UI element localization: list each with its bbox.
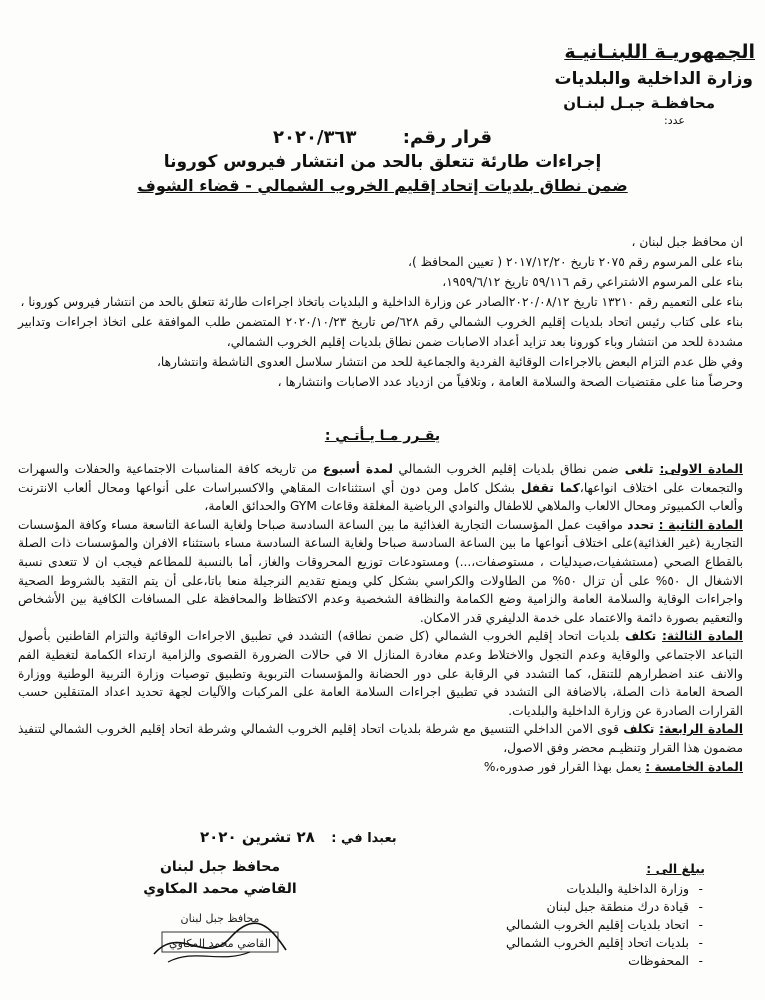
letterhead: [495, 38, 755, 128]
preamble-line: وفي ظل عدم التزام البعض بالاجراءات الوقائية الفردية والجماعية للحد من انتشار سلاسل العدوى الناشطة وانتشارها،: [156, 355, 743, 369]
date-value: ٢٨ تشرين ٢٠٢٠: [200, 828, 315, 846]
decision-title: [40, 126, 725, 198]
article-1: [18, 460, 743, 516]
preamble-line: بناء على المرسوم رقم ٢٠٧٥ تاريخ ٢٠١٧/١٢/٢٠ ( تعيين المحافظ )،: [408, 255, 743, 269]
article-text: تكلف: [625, 629, 663, 644]
distribution-item: - وزارة الداخلية والبلديات: [475, 880, 689, 898]
articles: [18, 460, 743, 776]
article-4: [18, 720, 743, 757]
issue-date: [200, 828, 397, 846]
date-label: بعبدا في :: [331, 831, 397, 846]
decision-subject: إجراءات طارئة تتعلق بالحد من انتشار فيروس كورونا: [163, 152, 602, 172]
stamp-line-2: القاضي محمد المكاوي: [168, 937, 272, 950]
decision-number-line: [40, 126, 725, 150]
distribution-item: - قيادة درك منطقة جبل لبنان: [475, 898, 689, 916]
article-text: بلديات اتحاد إقليم الخروب الشمالي (كل ضمن نطاقه) التشدد في تطبيق الاجراءات الوقائية والتزام القاطنين بأصول التباعد الاجتماعي والوقاية وعدم التجول والاختلاط وعدم مغادرة المنازل الا في حالات الضرورة القصوى والزامية ارتداء الكمامة لتغطية الفم والانف عند اضطرارهم للتنقل، كما التشدد في الرقابة على دور الحضانة والمؤسسات التربوية وتطبيق توصيات وزارة التربية الوطنية ووزارة الصحة العامة ذات الصلة، بالاضافة الى التشدد في تطبيق اجراءات السلامة العامة على المركبات والآليات لجهة تحديد اعداد المتنقلين حسب القرارات الصادرة عن وزارة الداخلية والبلديات.: [18, 629, 743, 718]
preamble: [18, 232, 743, 392]
distribution-item: - المحفوظات: [475, 952, 689, 970]
article-text: مواقيت عمل المؤسسات التجارية الغذائية ما بين الساعة السادسة صباحا ولغاية الساعة التاسعة مساء وكافة المؤسسات التجارية (غير الغذائية)على اختلاف أنواعها ما بين الساعة السادسة صباحا ولغاية الساعة السادسة مساء باستثناء الافران والمؤسسات ذات الصلة بالقطاع الصحي (مستشفيات،صيدليات ، مستوصفات،...) ومستودعات توزيع المحروقات والغاز، أما بالنسبة للمطاعم فيجب ان لا تتعدى نسبة الاشغال ال ٥٠% على أن تزال ٥٠% من الطاولات والكراسي بشكل كلي ويمنع تقديم النرجيلة منعا باتا،على أن يتم التقيد بالشروط الصحية واجراءات الوقاية والسلامة العامة والزامية وضع الكمامة والنظافة الشخصية وعدم الاكتظاظ والمحافظة على المسافات الكافية بين الأشخاص والتعقيم بصورة دائمة والاعتماد على خدمة الدليفري قدر الامكان.: [18, 517, 743, 625]
handwritten-signature-tail: [168, 952, 250, 962]
preamble-line: ان محافظ جبل لبنان ،: [631, 235, 743, 249]
article-label: المادة الثانية :: [658, 517, 743, 532]
article-2: [18, 516, 743, 628]
reference-label: عدد:: [664, 114, 685, 127]
article-label: المادة الثالثة:: [662, 629, 743, 644]
signer-name: القاضي محمد المكاوي: [143, 881, 297, 897]
distribution-list: [475, 860, 705, 970]
article-text: قوى الامن الداخلي التنسيق مع شرطة بلديات اتحاد إقليم الخروب الشمالي وشرطة اتحاد إقليم الخروب الشمالي لتنفيذ مضمون هذا القرار وتنظيـم محضر وفق الاصول،: [18, 722, 743, 755]
article-text: بشكل كامل ومن دون أي استثناءات المقاهي والاكسبراسات على أنواعها ومحال ألعاب الانترنت وألعاب الكمبيوتر ومحال الالعاب والملاهي للاطفال والنوادي الرياضية المغلقة وقاعات GYM والحدائق العامة،: [18, 480, 743, 514]
article-text: من تاريخه كافة المناسبات الاجتماعية والحفلات والسهرات والتجمعات على اختلاف انواعها،: [18, 462, 744, 495]
preamble-line: وحرصاً منا على مقتضيات الصحة والسلامة العامة ، وتلافياً من ازدياد عدد الاصابات وانتشارها ،: [277, 375, 743, 389]
preamble-line: بناء على كتاب رئيس اتحاد بلديات إقليم الخروب الشمالي رقم ٦٢٨/ص تاريخ ٢٠٢٠/١٠/٢٣ المتضمن طلب الموافقة على اتخاذ اجراءات وتدابير مشددة للحد من انتشار وباء كورونا بعد تزايد أعداد الاصابات ضمن نطاق بلديات إقليم الخروب الشمالي،: [18, 315, 743, 349]
stamp-line-1: محافظ جبل لبنان: [180, 912, 260, 925]
signature-stamp: [150, 904, 290, 968]
decision-number: ٢٠٢٠/٣٦٣: [272, 127, 357, 148]
article-text: لمدة أسبوع: [322, 462, 393, 476]
article-text: تحدد: [627, 517, 659, 532]
article-text: يعمل بهذا القرار فور صدوره،%: [483, 759, 646, 774]
signer-title: محافظ جبل لبنان: [159, 859, 281, 875]
decides-heading: يقـرر مـا يـأتـي :: [324, 428, 441, 444]
decision-scope: ضمن نطاق بلديات إتحاد إقليم الخروب الشمالي - قضاء الشوف: [137, 176, 628, 195]
distribution-heading: يبلغ الى :: [646, 861, 705, 876]
article-5: [18, 758, 743, 777]
article-text: تكلف: [623, 722, 660, 737]
distribution-item: - اتحاد بلديات إقليم الخروب الشمالي: [475, 916, 689, 934]
ministry-name: وزارة الداخلية والبلديات: [554, 69, 753, 89]
article-3: [18, 627, 743, 720]
distribution-item: - بلديات اتحاد إقليم الخروب الشمالي: [475, 934, 689, 952]
article-text: ضمن نطاق بلديات إقليم الخروب الشمالي: [392, 462, 619, 476]
decision-label: قرار رقم:: [402, 127, 492, 148]
article-label: المادة الاولى:: [659, 462, 743, 476]
article-label: المادة الرابعة:: [659, 722, 743, 737]
preamble-line: بناء على المرسوم الاشتراعي رقم ٥٩/١١٦ تاريخ ١٩٥٩/٦/١٢،: [442, 275, 743, 289]
republic-name: الجمهوريـة اللبنـانيـة: [564, 41, 755, 63]
governorate-name: محافظـة جبـل لبنـان: [563, 94, 715, 112]
article-text: تلغى: [618, 462, 660, 476]
signature-block: [120, 856, 320, 900]
preamble-line: بناء على التعميم رقم ١٣٢١٠ تاريخ ٢٠٢٠/٠٨/١٢الصادر عن وزارة الداخلية و البلديات باتخاذ اجراءات طارئة تتعلق بالحد من انتشار فيروس كورونا ،: [20, 295, 743, 309]
article-label: المادة الخامسة :: [645, 759, 743, 774]
article-text: كما تقفل: [520, 480, 580, 495]
